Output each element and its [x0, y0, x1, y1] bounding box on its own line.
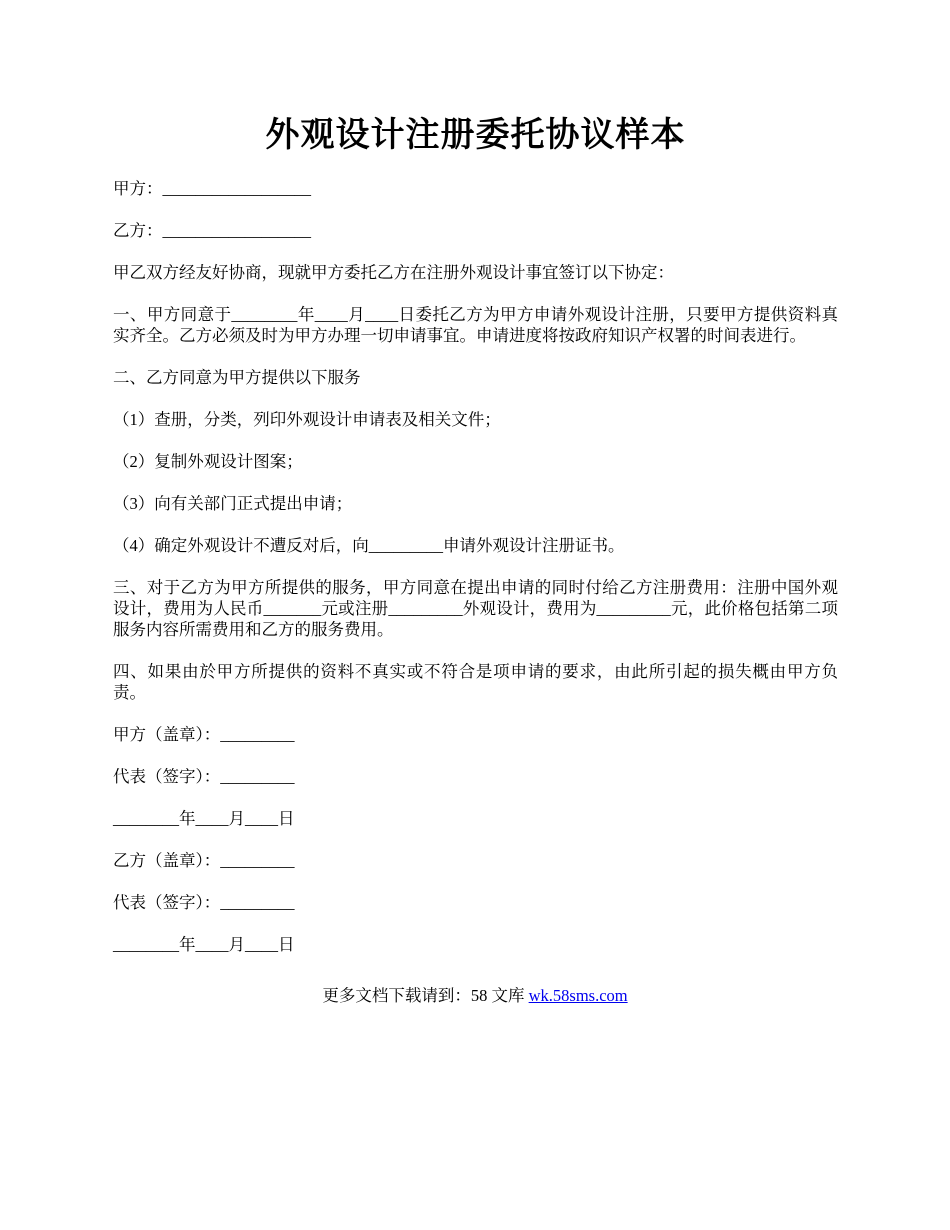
party-b-representative-line: 代表（签字）：_________ — [113, 893, 295, 912]
service-item-4: （4）确定外观设计不遭反对后，向_________申请外观设计注册证书。 — [113, 536, 625, 555]
footer — [0, 985, 950, 1006]
clause-3-paragraph: 三、对于乙方为甲方所提供的服务，甲方同意在提出申请的同时付给乙方注册费用：注册中国外观设计，费用为人民币_______元或注册_________外观设计，费用为_________元，此价格包括第二项服务内容所需费用和乙方的服务费用。 — [113, 578, 838, 639]
party-b-line: 乙方：__________________ — [113, 221, 311, 240]
party-a-date-line: ________年____月____日 — [113, 809, 295, 828]
service-item-1: （1）查册，分类，列印外观设计申请表及相关文件； — [113, 410, 501, 429]
footer-link[interactable]: wk.58sms.com — [528, 986, 628, 1005]
party-a-line: 甲方：__________________ — [113, 179, 311, 198]
preamble-paragraph: 甲乙双方经友好协商，现就甲方委托乙方在注册外观设计事宜签订以下协定： — [113, 263, 674, 282]
service-item-2: （2）复制外观设计图案； — [113, 452, 303, 471]
party-b-seal-line: 乙方（盖章）：_________ — [113, 851, 295, 870]
footer-text: 更多文档下载请到：58 文库 — [322, 986, 529, 1005]
party-a-representative-line: 代表（签字）：_________ — [113, 767, 295, 786]
party-b-date-line: ________年____月____日 — [113, 935, 295, 954]
clause-4-paragraph: 四、如果由於甲方所提供的资料不真实或不符合是项申请的要求，由此所引起的损失概由甲方负责。 — [113, 662, 838, 702]
document-page — [113, 110, 838, 976]
document-title: 外观设计注册委托协议样本 — [265, 117, 686, 154]
clause-1-paragraph: 一、甲方同意于________年____月____日委托乙方为甲方申请外观设计注册，只要甲方提供资料真实齐全。乙方必须及时为甲方办理一切申请事宜。申请进度将按政府知识产权署的时间表进行。 — [113, 305, 838, 345]
service-item-3: （3）向有关部门正式提出申请； — [113, 494, 353, 513]
clause-2-heading: 二、乙方同意为甲方提供以下服务 — [113, 368, 361, 387]
party-a-seal-line: 甲方（盖章）：_________ — [113, 725, 295, 744]
